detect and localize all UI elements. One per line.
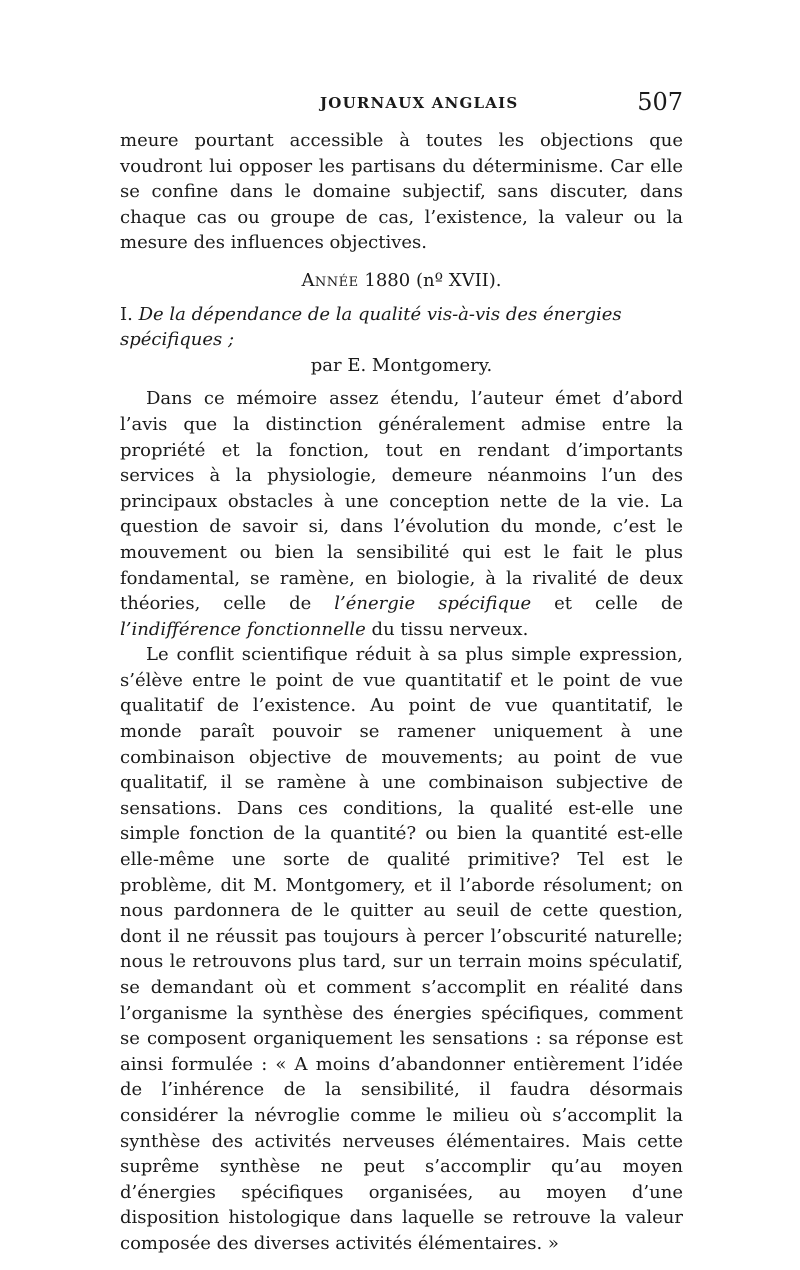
p1-emphasis-2: l’indifférence fonctionnelle: [120, 618, 366, 640]
year-label: Année: [301, 269, 359, 291]
p1-emphasis-1: l’énergie spécifique: [334, 593, 532, 615]
issue-number: (nº XVII).: [415, 269, 502, 291]
body-paragraph-2: Le conflit scientifique réduit à sa plus simple expression, s’élève entre le point de vue quantitatif et le point de vue qualitatif de l’existence. Au point de vue quantitatif, le monde paraît pouvoir se ramener uniquement à une combinaison objective de mouvements; au point de vue qualitatif, il se ramène à une combinaison subjective de sensations. Dans ces conditions, la qualité est-elle une simple fonction de la quantité? ou bien la quantité est-elle elle-même une sorte de qualité primitive? Tel est le problème, dit M. Montgomery, et il l’aborde résolument; on nous pardonnera de le quitter au seuil de cette question, dont il ne réussit pas toujours à percer l’obscurité naturelle; nous le retrouvons plus tard, sur un terrain moins spéculatif, se demandant où et comment s’accomplit en réalité dans l’organisme la synthèse des énergies spécifiques, comment se composent organiquement les sensations : sa réponse est ainsi formulée : « A moins d’abandonner entièrement l’idée de l’inhérence de la sensibilité, il faudra désormais considérer la névroglie comme le milieu où s’accomplit la synthèse des activités nerveuses élémentaires. Mais cette suprême synthèse ne peut s’accomplir qu’au moyen d’énergies spécifiques organisées, au moyen d’une disposition histologique dans laquelle se retrouve la valeur composée des diverses activités élémentaires. »: [120, 644, 683, 1254]
article-author: par E. Montgomery.: [310, 354, 493, 376]
page-number: 507: [637, 88, 683, 116]
running-title: JOURNAUX ANGLAIS: [320, 94, 519, 112]
article-number: I.: [120, 303, 133, 325]
p1-text-b: et celle de: [531, 593, 683, 615]
p1-text-a: Dans ce mémoire assez étendu, l’auteur émet d’abord l’avis que la distinction généralement admise entre la propriété et la fonction, tout en rendant d’importants services à la physiologie, demeure néanmoins l’un des principaux obstacles à une conception nette de la vie. La question de savoir si, dans l’évolution du monde, c’est le mouvement ou bien la sensibilité qui est le fait le plus fondamental, se ramène, en biologie, à la rivalité de deux théories, celle de: [120, 388, 683, 615]
running-head: [120, 88, 683, 118]
body-paragraph-1: [120, 386, 683, 642]
article-title: De la dépendance de la qualité vis-à-vis des énergies spécifiques ;: [120, 303, 622, 351]
year-value: 1880: [364, 269, 411, 291]
continued-paragraph: meure pourtant accessible à toutes les objections que voudront lui opposer les partisans du déterminisme. Car elle se confine dans le domaine subjectif, sans discuter, dans chaque cas ou groupe de cas, l’existence, la valeur ou la mesure des influences objectives.: [120, 130, 683, 254]
p1-text-c: du tissu nerveux.: [365, 618, 529, 640]
text-block: [120, 128, 683, 1257]
article-heading: [120, 302, 683, 379]
year-heading: [120, 268, 683, 294]
